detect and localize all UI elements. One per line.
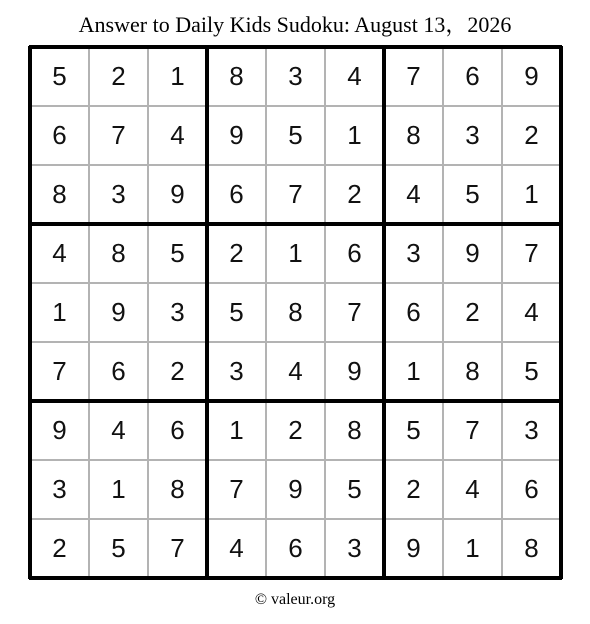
sudoku-cell-r8c2[interactable]: 1 xyxy=(111,474,126,504)
sudoku-cell-r1c7[interactable]: 7 xyxy=(406,61,421,91)
grid-line-h8 xyxy=(29,518,562,520)
sudoku-cell-r4c8[interactable]: 9 xyxy=(465,238,480,268)
grid-line-h1 xyxy=(29,105,562,107)
sudoku-cell-r4c6[interactable]: 6 xyxy=(347,238,362,268)
sudoku-cell-r3c3[interactable]: 9 xyxy=(170,179,185,209)
sudoku-cell-r9c9[interactable]: 8 xyxy=(524,533,539,563)
grid-line-v9 xyxy=(559,46,563,579)
grid-line-h6 xyxy=(29,399,562,403)
sudoku-cell-r7c2[interactable]: 4 xyxy=(111,415,126,445)
sudoku-cell-r9c8[interactable]: 1 xyxy=(465,533,480,563)
grid-line-h2 xyxy=(29,164,562,166)
sudoku-cell-r8c4[interactable]: 7 xyxy=(229,474,244,504)
sudoku-cell-r2c9[interactable]: 2 xyxy=(524,120,539,150)
sudoku-cell-r1c6[interactable]: 4 xyxy=(347,61,362,91)
sudoku-cell-r5c5[interactable]: 8 xyxy=(288,297,303,327)
sudoku-cell-r8c3[interactable]: 8 xyxy=(170,474,185,504)
sudoku-cell-r2c2[interactable]: 7 xyxy=(111,120,126,150)
sudoku-cell-r2c7[interactable]: 8 xyxy=(406,120,421,150)
sudoku-cell-r7c3[interactable]: 6 xyxy=(170,415,185,445)
sudoku-cell-r4c2[interactable]: 8 xyxy=(111,238,126,268)
sudoku-cell-r9c2[interactable]: 5 xyxy=(111,533,126,563)
grid-line-h4 xyxy=(29,282,562,284)
grid-line-v1 xyxy=(88,46,90,579)
sudoku-cell-r9c7[interactable]: 9 xyxy=(406,533,421,563)
grid-line-v0 xyxy=(28,46,32,579)
grid-line-h7 xyxy=(29,459,562,461)
sudoku-cell-r5c4[interactable]: 5 xyxy=(229,297,244,327)
sudoku-cell-r3c2[interactable]: 3 xyxy=(111,179,126,209)
sudoku-cell-r8c9[interactable]: 6 xyxy=(524,474,539,504)
sudoku-cell-r2c8[interactable]: 3 xyxy=(465,120,480,150)
grid-line-v4 xyxy=(265,46,267,579)
sudoku-grid xyxy=(30,47,561,578)
sudoku-cell-r7c8[interactable]: 7 xyxy=(465,415,480,445)
grid-line-h5 xyxy=(29,341,562,343)
sudoku-cell-r5c3[interactable]: 3 xyxy=(170,297,185,327)
sudoku-cell-r6c6[interactable]: 9 xyxy=(347,356,362,386)
grid-line-h9 xyxy=(29,576,562,580)
sudoku-cell-r6c8[interactable]: 8 xyxy=(465,356,480,386)
sudoku-cell-r7c6[interactable]: 8 xyxy=(347,415,362,445)
sudoku-cell-r5c7[interactable]: 6 xyxy=(406,297,421,327)
sudoku-cell-r3c7[interactable]: 4 xyxy=(406,179,421,209)
grid-line-h0 xyxy=(29,45,562,49)
sudoku-cell-r4c5[interactable]: 1 xyxy=(288,238,303,268)
sudoku-cell-r7c9[interactable]: 3 xyxy=(524,415,539,445)
sudoku-cell-r1c4[interactable]: 8 xyxy=(229,61,244,91)
sudoku-cell-r5c2[interactable]: 9 xyxy=(111,297,126,327)
sudoku-cell-r1c9[interactable]: 9 xyxy=(524,61,539,91)
sudoku-cell-r3c5[interactable]: 7 xyxy=(288,179,303,209)
sudoku-cell-r1c8[interactable]: 6 xyxy=(465,61,480,91)
sudoku-cell-r6c9[interactable]: 5 xyxy=(524,356,539,386)
grid-line-v2 xyxy=(147,46,149,579)
sudoku-cell-r2c5[interactable]: 5 xyxy=(288,120,303,150)
sudoku-cell-r7c5[interactable]: 2 xyxy=(288,415,303,445)
sudoku-cell-r3c4[interactable]: 6 xyxy=(229,179,244,209)
sudoku-cell-r1c5[interactable]: 3 xyxy=(288,61,303,91)
sudoku-cell-r8c7[interactable]: 2 xyxy=(406,474,421,504)
page-title: Answer to Daily Kids Sudoku: August 13，2026 xyxy=(78,12,512,37)
sudoku-cell-r4c4[interactable]: 2 xyxy=(229,238,244,268)
sudoku-cell-r4c7[interactable]: 3 xyxy=(406,238,421,268)
site-credit: © valeur.org xyxy=(254,591,336,608)
sudoku-cell-r9c3[interactable]: 7 xyxy=(170,533,185,563)
sudoku-cell-r9c6[interactable]: 3 xyxy=(347,533,362,563)
sudoku-cell-r9c4[interactable]: 4 xyxy=(229,533,244,563)
sudoku-cell-r6c2[interactable]: 6 xyxy=(111,356,126,386)
sudoku-cell-r3c6[interactable]: 2 xyxy=(347,179,362,209)
sudoku-cell-r8c1[interactable]: 3 xyxy=(52,474,67,504)
sudoku-cell-r2c6[interactable]: 1 xyxy=(347,120,362,150)
sudoku-cell-r8c5[interactable]: 9 xyxy=(288,474,303,504)
sudoku-cell-r1c2[interactable]: 2 xyxy=(111,61,126,91)
grid-line-v5 xyxy=(324,46,326,579)
sudoku-cell-r3c1[interactable]: 8 xyxy=(52,179,67,209)
grid-line-v3 xyxy=(205,46,209,579)
sudoku-cell-r9c5[interactable]: 6 xyxy=(288,533,303,563)
sudoku-cell-r6c4[interactable]: 3 xyxy=(229,356,244,386)
sudoku-cell-r6c5[interactable]: 4 xyxy=(288,356,303,386)
grid-line-v8 xyxy=(501,46,503,579)
sudoku-cell-r1c1[interactable]: 5 xyxy=(52,61,67,91)
sudoku-cell-r5c1[interactable]: 1 xyxy=(52,297,67,327)
sudoku-cell-r3c9[interactable]: 1 xyxy=(524,179,539,209)
sudoku-cell-r8c8[interactable]: 4 xyxy=(465,474,480,504)
sudoku-cell-r6c3[interactable]: 2 xyxy=(170,356,185,386)
grid-line-h3 xyxy=(29,222,562,226)
sudoku-cell-r6c1[interactable]: 7 xyxy=(52,356,67,386)
sudoku-cell-r2c1[interactable]: 6 xyxy=(52,120,67,150)
sudoku-cell-r5c8[interactable]: 2 xyxy=(465,297,480,327)
sudoku-cell-r5c6[interactable]: 7 xyxy=(347,297,362,327)
sudoku-cell-r2c3[interactable]: 4 xyxy=(170,120,185,150)
sudoku-cell-r5c9[interactable]: 4 xyxy=(524,297,539,327)
sudoku-cell-r6c7[interactable]: 1 xyxy=(406,356,421,386)
sudoku-cell-r8c6[interactable]: 5 xyxy=(347,474,362,504)
sudoku-cell-r4c9[interactable]: 7 xyxy=(524,238,539,268)
grid-line-v6 xyxy=(382,46,386,579)
sudoku-cell-r4c1[interactable]: 4 xyxy=(52,238,67,268)
sudoku-cell-r2c4[interactable]: 9 xyxy=(229,120,244,150)
sudoku-cell-r4c3[interactable]: 5 xyxy=(170,238,185,268)
sudoku-cell-r7c7[interactable]: 5 xyxy=(406,415,421,445)
grid-line-v7 xyxy=(442,46,444,579)
sudoku-cell-r3c8[interactable]: 5 xyxy=(465,179,480,209)
sudoku-cell-r1c3[interactable]: 1 xyxy=(170,61,185,91)
sudoku-cell-r9c1[interactable]: 2 xyxy=(52,533,67,563)
sudoku-cell-r7c4[interactable]: 1 xyxy=(229,415,244,445)
sudoku-cell-r7c1[interactable]: 9 xyxy=(52,415,67,445)
